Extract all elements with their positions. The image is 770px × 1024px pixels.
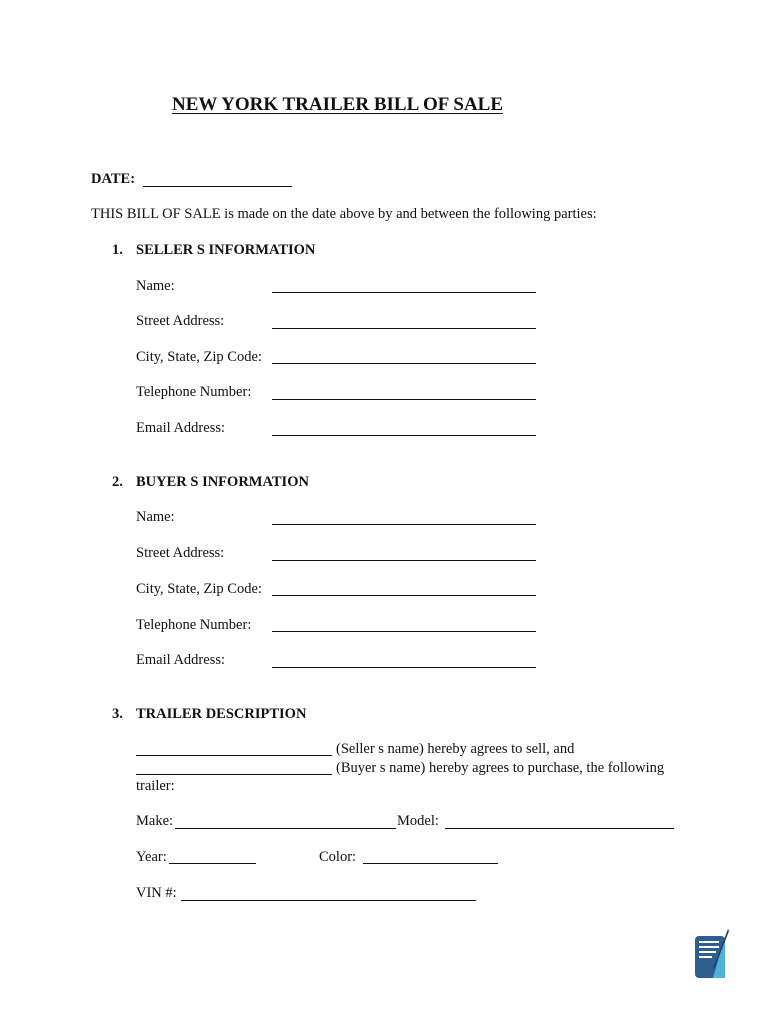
seller-phone-label: Telephone Number: xyxy=(136,384,252,400)
seller-clause-text: (Seller s name) hereby agrees to sell, and xyxy=(336,741,575,757)
date-field-line[interactable] xyxy=(143,186,292,187)
buyer-city-label: City, State, Zip Code: xyxy=(136,581,262,597)
seller-name-line[interactable] xyxy=(272,292,536,293)
seller-heading-number: 1. xyxy=(112,242,123,258)
buyer-street-line[interactable] xyxy=(272,560,536,561)
seller-city-label: City, State, Zip Code: xyxy=(136,349,262,365)
seller-email-label: Email Address: xyxy=(136,420,226,436)
make-line[interactable] xyxy=(175,828,396,829)
buyer-phone-line[interactable] xyxy=(272,631,536,632)
document-logo-icon xyxy=(694,928,730,980)
vin-line[interactable] xyxy=(181,900,476,901)
buyer-email-line[interactable] xyxy=(272,667,536,668)
seller-street-label: Street Address: xyxy=(136,313,225,329)
color-label: Color: xyxy=(319,849,357,865)
buyer-clause-text: (Buyer s name) hereby agrees to purchase, the following xyxy=(336,760,665,776)
seller-street-line[interactable] xyxy=(272,328,536,329)
buyer-heading: BUYER S INFORMATION xyxy=(136,474,309,490)
intro-text: THIS BILL OF SALE is made on the date above by and between the following parties: xyxy=(91,206,597,222)
buyer-street-label: Street Address: xyxy=(136,545,225,561)
buyer-phone-label: Telephone Number: xyxy=(136,617,252,633)
color-line[interactable] xyxy=(363,863,498,864)
trailer-word: trailer: xyxy=(136,778,175,794)
buyer-heading-number: 2. xyxy=(112,474,123,490)
seller-city-line[interactable] xyxy=(272,363,536,364)
seller-name-blank-line[interactable] xyxy=(136,755,332,756)
vin-label: VIN #: xyxy=(136,885,177,901)
model-label: Model: xyxy=(397,813,439,829)
buyer-name-line[interactable] xyxy=(272,524,536,525)
seller-heading: SELLER S INFORMATION xyxy=(136,242,316,258)
buyer-name-blank-line[interactable] xyxy=(136,774,332,775)
page-title: NEW YORK TRAILER BILL OF SALE xyxy=(172,94,504,115)
trailer-heading: TRAILER DESCRIPTION xyxy=(136,706,307,722)
date-label: DATE: xyxy=(91,171,136,187)
buyer-name-label: Name: xyxy=(136,509,175,525)
seller-email-line[interactable] xyxy=(272,435,536,436)
model-line[interactable] xyxy=(445,828,674,829)
buyer-email-label: Email Address: xyxy=(136,652,226,668)
seller-name-label: Name: xyxy=(136,278,175,294)
buyer-city-line[interactable] xyxy=(272,595,536,596)
year-label: Year: xyxy=(136,849,167,865)
year-line[interactable] xyxy=(169,863,256,864)
trailer-heading-number: 3. xyxy=(112,706,123,722)
make-label: Make: xyxy=(136,813,174,829)
seller-phone-line[interactable] xyxy=(272,399,536,400)
